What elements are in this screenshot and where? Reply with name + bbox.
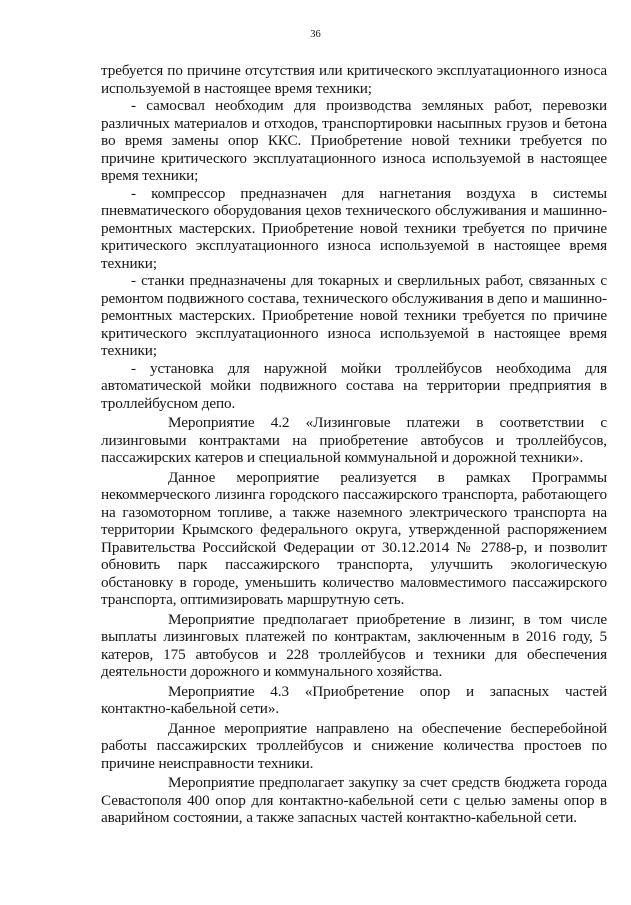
paragraph-measure-4-3-purchase: Мероприятие предполагает закупку за счет средств бюджета города Севастополя 400 опор для контактно-кабельной сети с целью замены опор в аварийном состоянии, а также запасных частей контактно-кабельной сети. — [101, 774, 607, 826]
paragraph-measure-4-3: Мероприятие 4.3 «Приобретение опор и запасных частей контактно-кабельной сети». — [101, 682, 607, 717]
paragraph-leasing-program: Данное мероприятие реализуется в рамках Программы некоммерческого лизинга городского пассажирского транспорта, работающего на газомоторном топливе, а также наземного электрического транспорта на территории Крымского федерального округа, утвержденной распоряжением Правительства Российской Федерации от 30.12.2014 № 2788-р, и позволит обновить парк пассажирского транспорта, улучшить экологическую обстановку в городе, уменьшить количество маловместимого пассажирского транспорта, оптимизировать маршрутную сеть. — [101, 468, 607, 608]
page-number: 36 — [310, 29, 321, 40]
document-body — [101, 62, 607, 827]
paragraph-continuation: требуется по причине отсутствия или критического эксплуатационного износа используемой в настоящее время техники; — [101, 62, 607, 97]
paragraph-leasing-purchase: Мероприятие предполагает приобретение в лизинг, в том числе выплаты лизинговых платежей по контрактам, заключенным в 2016 году, 5 катеров, 175 автобусов и 228 троллейбусов и техники для обеспечения деятельности дорожного и коммунального хозяйства. — [101, 610, 607, 680]
paragraph-compressor: - компрессор предназначен для нагнетания воздуха в системы пневматического оборудования цехов технического обслуживания и машинно-ремонтных мастерских. Приобретение новой техники требуется по причине критического эксплуатационного износа используемой в настоящее время техники; — [101, 184, 607, 272]
paragraph-measure-4-3-purpose: Данное мероприятие направлено на обеспечение бесперебойной работы пассажирских троллейбусов и снижение количества простоев по причине неисправности техники. — [101, 719, 607, 772]
paragraph-measure-4-2: Мероприятие 4.2 «Лизинговые платежи в соответствии с лизинговыми контрактами на приобретение автобусов и троллейбусов, пассажирских катеров и специальной коммунальной и дорожной техники». — [101, 414, 607, 466]
paragraph-wash-unit: - установка для наружной мойки троллейбусов необходима для автоматической мойки подвижного состава на территории предприятия в троллейбусном депо. — [101, 359, 607, 412]
paragraph-machine-tools: - станки предназначены для токарных и сверлильных работ, связанных с ремонтом подвижного состава, технического обслуживания в депо и машинно-ремонтных мастерских. Приобретение новой техники требуется по причине критического эксплуатационного износа используемой в настоящее время техники; — [101, 272, 607, 359]
paragraph-dump-truck: - самосвал необходим для производства земляных работ, перевозки различных материалов и отходов, транспортировки насыпных грузов и бетона во время замены опор ККС. Приобретение новой техники требуется по причине критического эксплуатационного износа используемой в настоящее время техники; — [101, 97, 607, 184]
